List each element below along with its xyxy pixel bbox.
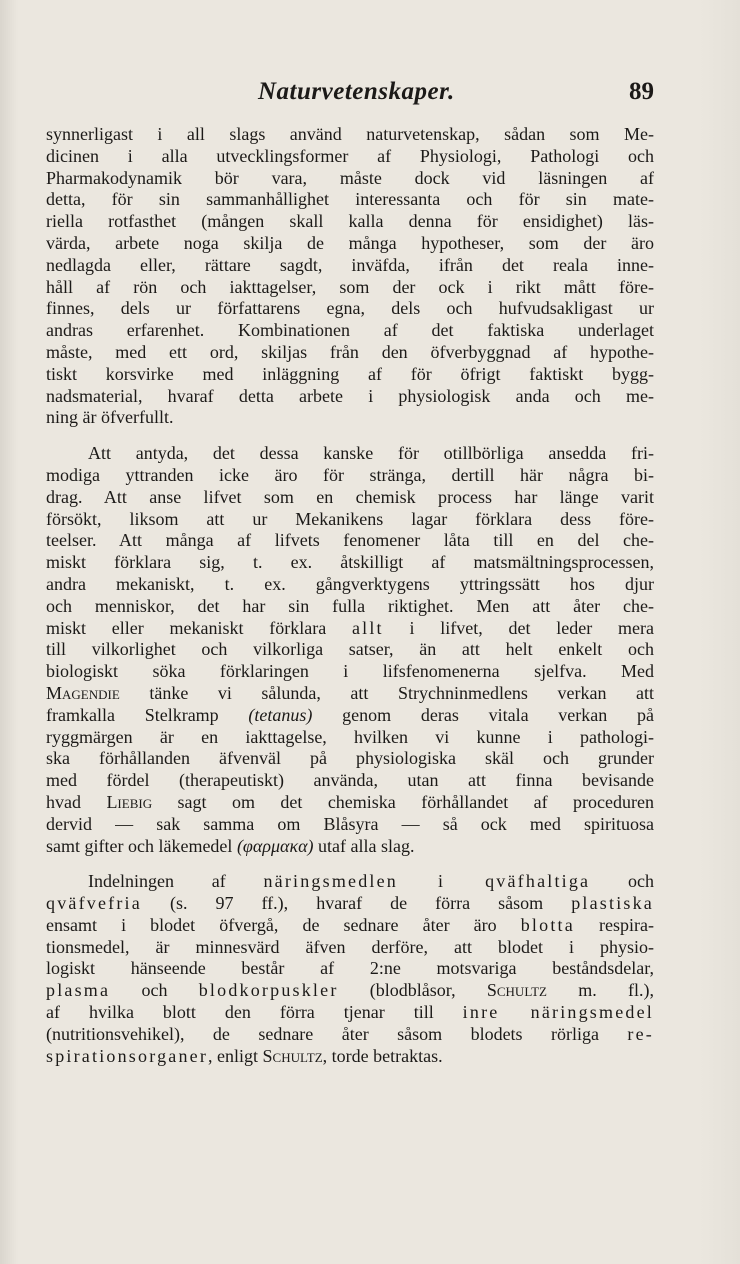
text-line: biologiskt söka förklaringen i lifsfenomenerna sjelfva. Med <box>46 661 654 682</box>
running-title: Naturvetenskaper. <box>258 78 455 105</box>
text-line: andra mekaniskt, t. ex. gångverktygens yttringssätt hos djur <box>46 573 654 594</box>
page-header <box>46 78 654 118</box>
body-text <box>46 124 654 1067</box>
text-line: synnerligast i all slags använd naturvetenskap, sådan som Me- <box>46 124 654 144</box>
text-line: miskt eller mekaniskt förklara allt i lifvet, det leder mera <box>46 617 654 638</box>
text-line: detta, för sin sammanhållighet interessanta och för sin mate- <box>46 189 654 210</box>
author-name: Liebig <box>106 791 153 812</box>
text-line: samt gifter och läkemedel (φαρμακα) utaf alla slag. <box>46 835 415 856</box>
text-line: finnes, dels ur författarens egna, dels och hufvudsakligast ur <box>46 298 654 319</box>
text-line: plasma och blodkorpuskler (blodblåsor, Schultz m. fl.), <box>46 980 654 1001</box>
text-line: måste, med ett ord, skiljas från den öfverbyggnad af hypothe- <box>46 341 654 362</box>
text-line: (nutritionsvehikel), de sednare åter såsom blodets rörliga re- <box>46 1023 654 1044</box>
text-line: hvad Liebig sagt om det chemiska förhållandet af proceduren <box>46 791 654 812</box>
text-line: med fördel (therapeutiskt) använda, utan att finna bevisande <box>46 770 654 791</box>
text-line: Magendie tänke vi sålunda, att Strychninmedlens verkan att <box>46 682 654 703</box>
text-line: framkalla Stelkramp (tetanus) genom deras vitala verkan på <box>46 704 654 725</box>
text-line: af hvilka blott den förra tjenar till inre näringsmedel <box>46 1002 654 1023</box>
text-line: nedlagda eller, rättare sagdt, inväfda, ifrån det reala inne- <box>46 254 654 275</box>
page-number: 89 <box>629 78 654 105</box>
text-line: håll af rön och iakttagelser, som der ock i rikt mått före- <box>46 276 654 297</box>
text-line: logiskt hänseende består af 2:ne motsvariga beståndsdelar, <box>46 958 654 979</box>
text-line: ensamt i blodet öfvergå, de sednare åter äro blotta respira- <box>46 914 654 935</box>
text-line: och menniskor, det har sin fulla riktighet. Men att åter che- <box>46 595 654 616</box>
paragraph-3 <box>46 871 654 1067</box>
text-line: försökt, liksom att ur Mekanikens lagar förklara dess före- <box>46 508 654 529</box>
text-line: ska förhållanden äfvenväl på physiologiska skäl och grunder <box>46 748 654 769</box>
text-line: nadsmaterial, hvaraf detta arbete i physiologisk anda och me- <box>46 385 654 406</box>
text-line: ning är öfverfullt. <box>46 407 174 428</box>
text-line: Att antyda, det dessa kanske för otillbörliga ansedda fri- <box>88 443 654 464</box>
text-line: spirationsorganer, enligt Schultz, torde betraktas. <box>46 1045 443 1066</box>
text-line: andras erfarenhet. Kombinationen af det faktiska underlaget <box>46 320 654 341</box>
text-line: tionsmedel, är minnesvärd äfven derföre, att blodet i physio- <box>46 936 654 957</box>
text-line: drag. Att anse lifvet som en chemisk process har länge varit <box>46 486 654 507</box>
text-line: dicinen i alla utvecklingsformer af Physiologi, Pathologi och <box>46 145 654 166</box>
text-line: teelser. Att många af lifvets fenomener låta till en del che- <box>46 530 654 551</box>
author-name: Magendie <box>46 682 120 703</box>
text-line: tiskt korsvirke med inläggning af för öfrigt faktiskt bygg- <box>46 363 654 384</box>
paragraph-1 <box>46 124 654 429</box>
text-line: miskt förklara sig, t. ex. åtskilligt af matsmältningsprocessen, <box>46 552 654 573</box>
text-line: Pharmakodynamik bör vara, måste dock vid läsningen af <box>46 167 654 188</box>
text-line: till vilkorlighet och vilkorliga satser, än att helt enkelt och <box>46 639 654 660</box>
paragraph-2 <box>46 443 654 857</box>
text-line: riella rotfasthet (mången skall kalla denna för ensidighet) läs- <box>46 211 654 232</box>
author-name: Schultz <box>262 1045 323 1066</box>
text-line: värda, arbete noga skilja de många hypotheser, som der äro <box>46 232 654 253</box>
text-line: ryggmärgen är en iakttagelse, hvilken vi kunne i pathologi- <box>46 726 654 747</box>
text-line: qväfvefria (s. 97 ff.), hvaraf de förra såsom plastiska <box>46 893 654 914</box>
author-name: Schultz <box>486 980 547 1001</box>
text-line: modiga yttranden icke äro för stränga, dertill här några bi- <box>46 464 654 485</box>
text-line: Indelningen af näringsmedlen i qväfhaltiga och <box>88 871 654 892</box>
text-line: dervid — sak samma om Blåsyra — så ock med spirituosa <box>46 813 654 834</box>
